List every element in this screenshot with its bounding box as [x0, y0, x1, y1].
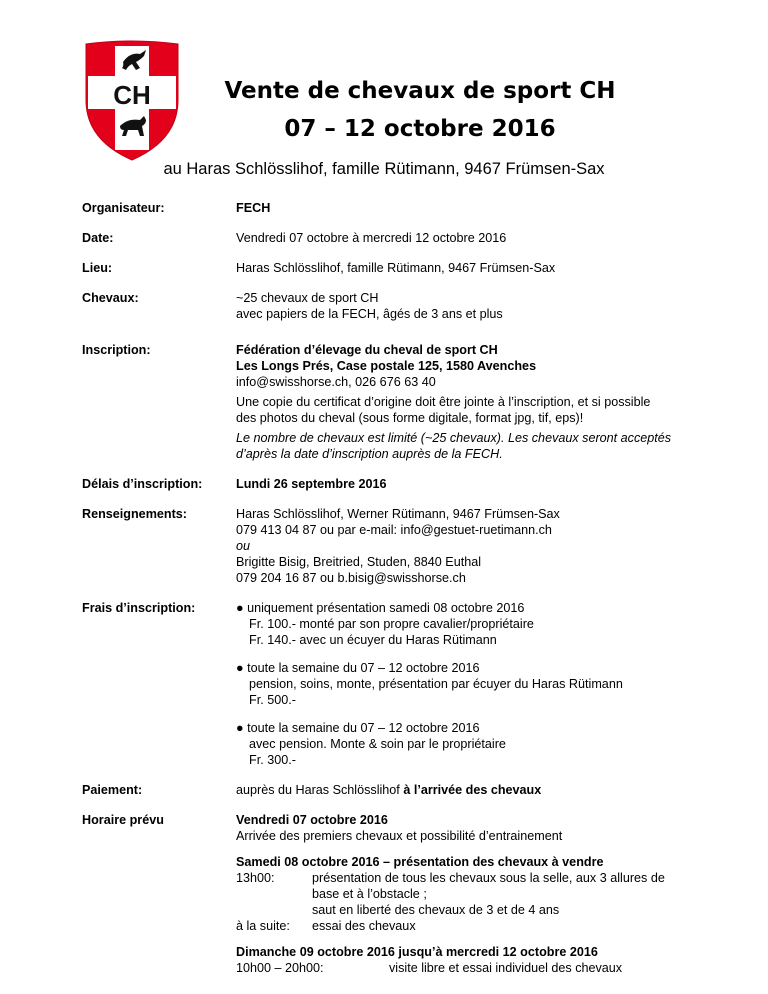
horaire-day-1-text: Arrivée des premiers chevaux et possibilité d’entrainement — [236, 829, 563, 843]
title-line-2: 07 – 12 octobre 2016 — [284, 116, 556, 142]
label-paiement: Paiement: — [82, 783, 143, 797]
inscription-org-address: Les Longs Prés, Case postale 125, 1580 Avenches — [236, 359, 537, 373]
ch-shield-logo — [80, 40, 184, 162]
renseignements-line-3: Brigitte Bisig, Breitried, Studen, 8840 Euthal — [236, 555, 482, 569]
frais-option-1 — [236, 600, 702, 648]
renseignements-line-2: 079 413 04 87 ou par e-mail: info@gestuet-ruetimann.ch — [236, 523, 552, 537]
inscription-note-1: Une copie du certificat d’origine doit être jointe à l’inscription, et si possible — [236, 395, 651, 409]
horaire-day-3-title: Dimanche 09 octobre 2016 jusqu’à mercredi 12 octobre 2016 — [236, 945, 598, 959]
horaire-day-1-title: Vendredi 07 octobre 2016 — [236, 813, 388, 827]
label-renseignements: Renseignements: — [82, 507, 187, 521]
chevaux-line-2: avec papiers de la FECH, âgés de 3 ans et plus — [236, 307, 503, 321]
label-inscription: Inscription: — [82, 343, 151, 357]
paiement-bold: à l’arrivée des chevaux — [403, 783, 542, 797]
chevaux-line-1: ~25 chevaux de sport CH — [236, 291, 379, 305]
label-organisateur: Organisateur: — [82, 201, 165, 215]
row-date — [82, 230, 702, 246]
frais-option-2 — [236, 660, 702, 708]
frais-option-1-title: ● uniquement présentation samedi 08 octobre 2016 — [236, 601, 525, 615]
label-horaire: Horaire prévu — [82, 813, 164, 827]
row-horaire — [82, 812, 702, 976]
row-chevaux — [82, 290, 702, 322]
label-frais: Frais d’inscription: — [82, 601, 196, 615]
value-organisateur: FECH — [236, 201, 271, 215]
label-lieu: Lieu: — [82, 261, 113, 275]
value-date: Vendredi 07 octobre à mercredi 12 octobre 2016 — [236, 231, 507, 245]
frais-option-1-line-1: Fr. 100.- monté par son propre cavalier/propriétaire — [249, 617, 534, 631]
horaire-day-2-activity-4: essai des chevaux — [312, 919, 416, 933]
frais-option-2-title: ● toute la semaine du 07 – 12 octobre 2016 — [236, 661, 480, 675]
horaire-day-2-activity-2: base et à l’obstacle ; — [312, 887, 427, 901]
horaire-day-2-activity-1: présentation de tous les chevaux sous la selle, aux 3 allures de — [312, 871, 665, 885]
inscription-note-2: des photos du cheval (sous forme digitale, format jpg, tif, eps)! — [236, 411, 584, 425]
value-delais: Lundi 26 septembre 2016 — [236, 477, 387, 491]
horaire-day-2-slot-2 — [236, 918, 702, 934]
frais-option-3-line-1: avec pension. Monte & soin par le propriétaire — [249, 737, 506, 751]
document-title — [200, 72, 640, 148]
horaire-day-2-slot-1 — [236, 870, 702, 918]
info-table — [82, 200, 702, 976]
row-lieu — [82, 260, 702, 276]
renseignements-line-1: Haras Schlösslihof, Werner Rütimann, 9467 Frümsen-Sax — [236, 507, 560, 521]
horaire-day-3-activity: visite libre et essai individuel des chevaux — [389, 961, 623, 975]
row-frais — [82, 600, 702, 768]
row-paiement — [82, 782, 702, 798]
subtitle: au Haras Schlösslihof, famille Rütimann, 9467 Frümsen-Sax — [163, 160, 605, 178]
row-renseignements — [82, 506, 702, 586]
frais-option-2-line-2: Fr. 500.- — [249, 693, 296, 707]
frais-option-3-title: ● toute la semaine du 07 – 12 octobre 2016 — [236, 721, 480, 735]
inscription-limit-2: d’après la date d’inscription auprès de la FECH. — [236, 447, 503, 461]
frais-option-3 — [236, 720, 702, 768]
frais-option-3-line-2: Fr. 300.- — [249, 753, 296, 767]
label-delais: Délais d’inscription: — [82, 477, 203, 491]
inscription-contact: info@swisshorse.ch, 026 676 63 40 — [236, 375, 436, 389]
label-date: Date: — [82, 231, 114, 245]
logo-ch-text: CH — [113, 80, 151, 110]
label-chevaux: Chevaux: — [82, 291, 139, 305]
horaire-day-2-activity-3: saut en liberté des chevaux de 3 et de 4 ans — [312, 903, 560, 917]
horaire-day-3-slot — [236, 960, 702, 976]
paiement-text: auprès du Haras Schlösslihof — [236, 783, 404, 797]
value-lieu: Haras Schlösslihof, famille Rütimann, 9467 Frümsen-Sax — [236, 261, 556, 275]
row-organisateur — [82, 200, 702, 216]
row-delais — [82, 476, 702, 492]
frais-option-1-line-2: Fr. 140.- avec un écuyer du Haras Rütimann — [249, 633, 497, 647]
horaire-day-2-title: Samedi 08 octobre 2016 – présentation des chevaux à vendre — [236, 855, 604, 869]
horaire-day-3-time: 10h00 – 20h00: — [236, 961, 324, 975]
horaire-day-2-time-2: à la suite: — [236, 919, 290, 933]
inscription-org-name: Fédération d’élevage du cheval de sport CH — [236, 343, 498, 357]
inscription-limit-1: Le nombre de chevaux est limité (~25 chevaux). Les chevaux seront acceptés — [236, 431, 672, 445]
row-inscription — [82, 342, 702, 462]
frais-option-2-line-1: pension, soins, monte, présentation par écuyer du Haras Rütimann — [249, 677, 623, 691]
renseignements-ou: ou — [236, 539, 251, 553]
title-line-1: Vente de chevaux de sport CH — [224, 78, 616, 104]
horaire-day-2-time-1: 13h00: — [236, 871, 275, 885]
renseignements-line-4: 079 204 16 87 ou b.bisig@swisshorse.ch — [236, 571, 466, 585]
